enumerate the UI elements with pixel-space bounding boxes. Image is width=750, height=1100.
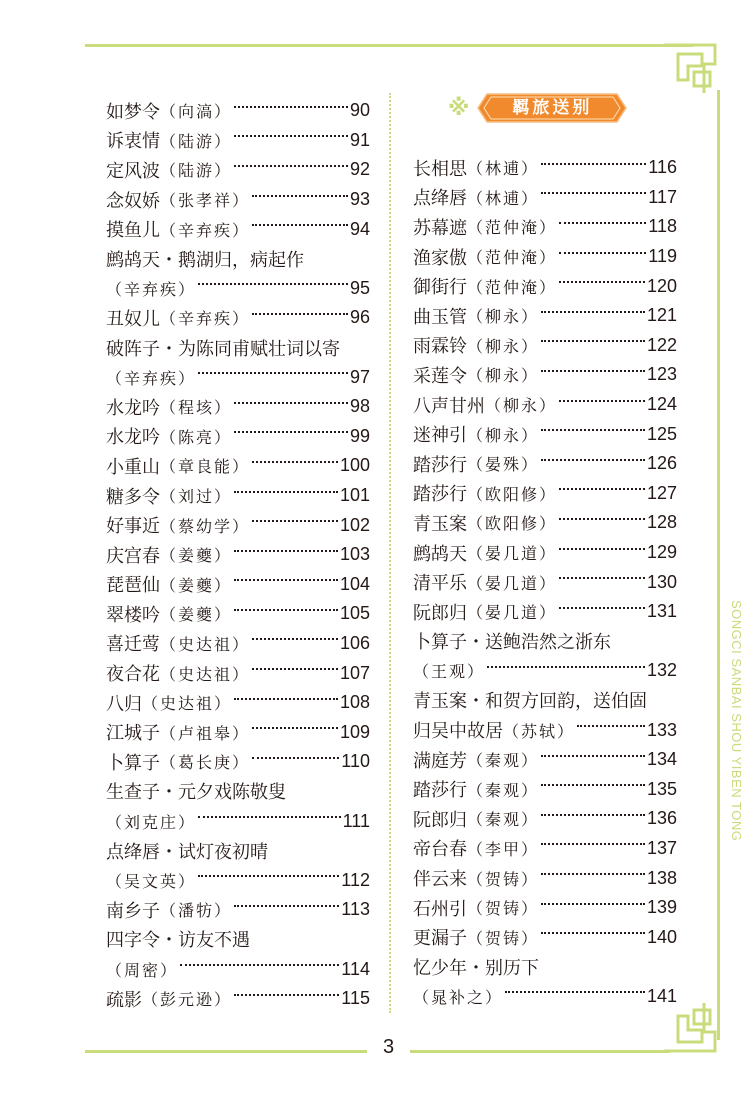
entry-author: （向滈） bbox=[160, 102, 233, 122]
entry-page-number: 117 bbox=[648, 186, 677, 207]
toc-entry bbox=[413, 212, 677, 242]
entry-title: 苏幕遮 bbox=[413, 217, 467, 239]
entry-title: 好事近 bbox=[106, 516, 160, 538]
dot-leader bbox=[234, 579, 338, 581]
entry-author: （苏轼） bbox=[503, 721, 576, 741]
entry-page-number: 110 bbox=[341, 751, 370, 772]
top-border-line bbox=[85, 44, 693, 47]
toc-entry bbox=[413, 627, 677, 657]
entry-author: （秦观） bbox=[467, 780, 540, 800]
entry-page-number: 98 bbox=[349, 396, 370, 417]
dot-leader bbox=[541, 843, 645, 845]
entry-page-number: 113 bbox=[341, 899, 370, 920]
toc-entry bbox=[106, 303, 370, 333]
entry-page-number: 134 bbox=[646, 749, 677, 770]
dot-leader bbox=[234, 165, 348, 167]
toc-entry bbox=[106, 96, 370, 126]
dot-leader bbox=[252, 461, 338, 463]
entry-author: （彭元逊） bbox=[142, 990, 233, 1010]
entry-page-number: 128 bbox=[646, 512, 677, 533]
toc-entry bbox=[106, 717, 370, 747]
entry-author: （卢祖皋） bbox=[160, 723, 251, 743]
toc-entry bbox=[106, 422, 370, 452]
entry-author: （柳永） bbox=[467, 336, 540, 356]
entry-page-number: 127 bbox=[646, 482, 677, 503]
entry-page-number: 119 bbox=[648, 246, 677, 267]
toc-entry bbox=[106, 658, 370, 688]
toc-entry bbox=[106, 451, 370, 481]
toc-entry bbox=[413, 656, 677, 686]
entry-title: 石州引 bbox=[413, 898, 467, 920]
entry-author: （陈亮） bbox=[160, 427, 233, 447]
entry-title: 点绛唇・试灯夜初晴 bbox=[106, 841, 268, 863]
dot-leader bbox=[252, 638, 338, 640]
entry-author: （范仲淹） bbox=[467, 218, 558, 238]
entry-title: 阮郎归 bbox=[413, 602, 467, 624]
entry-page-number: 131 bbox=[646, 601, 677, 622]
entry-title: 阮郎归 bbox=[413, 809, 467, 831]
dot-leader bbox=[559, 488, 645, 490]
entry-title: 更漏子 bbox=[413, 928, 467, 950]
toc-entry bbox=[413, 863, 677, 893]
entry-author: （蔡幼学） bbox=[160, 516, 251, 536]
toc-entry bbox=[413, 419, 677, 449]
toc-entry bbox=[413, 360, 677, 390]
entry-author: （陆游） bbox=[160, 131, 233, 151]
toc-entry bbox=[106, 806, 370, 836]
dot-leader bbox=[505, 991, 645, 993]
entry-title: 鹧鸪天・鹅湖归，病起作 bbox=[106, 249, 304, 271]
entry-author: （辛弃疾） bbox=[160, 309, 251, 329]
toc-entry bbox=[106, 836, 370, 866]
entry-page-number: 91 bbox=[349, 129, 370, 150]
entry-author: （辛弃疾） bbox=[106, 368, 197, 388]
toc-entry bbox=[413, 774, 677, 804]
toc-entry bbox=[413, 331, 677, 361]
entry-title: 小重山 bbox=[106, 456, 160, 478]
dot-leader bbox=[198, 816, 341, 818]
toc-entry bbox=[413, 715, 677, 745]
entry-author: （程垓） bbox=[160, 398, 233, 418]
entry-title: 糖多令 bbox=[106, 486, 160, 508]
dot-leader bbox=[541, 814, 645, 816]
toc-entry bbox=[413, 479, 677, 509]
dot-leader bbox=[487, 666, 645, 668]
entry-title: 忆少年・别历下 bbox=[413, 957, 539, 979]
toc-entry bbox=[106, 540, 370, 570]
entry-author: （姜夔） bbox=[160, 605, 233, 625]
entry-author: （林逋） bbox=[467, 159, 540, 179]
toc-entry bbox=[413, 745, 677, 775]
toc-entry bbox=[413, 952, 677, 982]
entry-author: （晏几道） bbox=[467, 573, 558, 593]
dot-leader bbox=[559, 577, 645, 579]
entry-title: 清平乐 bbox=[413, 573, 467, 595]
dot-leader bbox=[541, 755, 645, 757]
toc-entry bbox=[106, 747, 370, 777]
entry-author: （欧阳修） bbox=[467, 514, 558, 534]
entry-title: 如梦令 bbox=[106, 101, 160, 123]
entry-title: 卜算子 bbox=[106, 752, 160, 774]
entry-page-number: 102 bbox=[339, 514, 370, 535]
entry-page-number: 96 bbox=[349, 307, 370, 328]
entry-title: 青玉案 bbox=[413, 513, 467, 535]
entry-title: 点绛唇 bbox=[413, 188, 467, 210]
entry-title: 迷神引 bbox=[413, 425, 467, 447]
section-title: 羁旅送别 bbox=[512, 98, 593, 118]
entry-author: （晏几道） bbox=[467, 544, 558, 564]
entry-author: （辛弃疾） bbox=[160, 220, 251, 240]
toc-entry bbox=[106, 185, 370, 215]
dot-leader bbox=[541, 340, 645, 342]
entry-author: （姜夔） bbox=[160, 575, 233, 595]
toc-entry bbox=[413, 301, 677, 331]
dot-leader bbox=[234, 609, 338, 611]
entry-title: 生查子・元夕戏陈敬叟 bbox=[106, 782, 286, 804]
entry-page-number: 103 bbox=[339, 544, 370, 565]
dot-leader bbox=[198, 283, 348, 285]
toc-entry bbox=[413, 893, 677, 923]
toc-entry bbox=[106, 895, 370, 925]
entry-page-number: 137 bbox=[646, 837, 677, 858]
toc-column-left bbox=[106, 96, 370, 1013]
dot-leader bbox=[541, 903, 645, 905]
toc-entry bbox=[106, 570, 370, 600]
entry-author: （潘牥） bbox=[160, 901, 233, 921]
toc-entry bbox=[106, 777, 370, 807]
entry-title: 念奴娇 bbox=[106, 190, 160, 212]
entry-page-number: 112 bbox=[341, 869, 370, 890]
entry-author: （李甲） bbox=[467, 839, 540, 859]
entry-page-number: 95 bbox=[349, 277, 370, 298]
toc-entry bbox=[106, 629, 370, 659]
entry-page-number: 139 bbox=[646, 897, 677, 918]
entry-title: 定风波 bbox=[106, 160, 160, 182]
dot-leader bbox=[234, 402, 348, 404]
entry-title: 庆宫春 bbox=[106, 545, 160, 567]
entry-title: 渔家傲 bbox=[413, 247, 467, 269]
dot-leader bbox=[577, 725, 645, 727]
entry-title: 水龙吟 bbox=[106, 397, 160, 419]
entry-author: （晏几道） bbox=[467, 603, 558, 623]
toc-entry bbox=[106, 214, 370, 244]
entry-page-number: 118 bbox=[648, 216, 677, 237]
entry-page-number: 123 bbox=[646, 364, 677, 385]
entry-page-number: 94 bbox=[349, 218, 370, 239]
entry-title: 夜合花 bbox=[106, 664, 160, 686]
entry-title: 鹧鸪天 bbox=[413, 543, 467, 565]
entry-title: 青玉案・和贺方回韵，送伯固 bbox=[413, 691, 647, 713]
toc-entry bbox=[106, 126, 370, 156]
entry-author: （周密） bbox=[106, 960, 179, 980]
toc-entry bbox=[413, 567, 677, 597]
entry-title: 御街行 bbox=[413, 277, 467, 299]
dot-leader bbox=[252, 668, 338, 670]
dot-leader bbox=[541, 311, 645, 313]
dot-leader bbox=[234, 491, 338, 493]
entry-author: （范仲淹） bbox=[467, 277, 558, 297]
entry-author: （贺铸） bbox=[467, 899, 540, 919]
entry-title: 喜迁莺 bbox=[106, 634, 160, 656]
vertical-book-title: SONGCI SANBAI SHOU YIBEN TONG bbox=[729, 600, 744, 842]
entry-author: （秦观） bbox=[467, 751, 540, 771]
dot-leader bbox=[559, 518, 645, 520]
entry-author: （欧阳修） bbox=[467, 484, 558, 504]
entry-page-number: 136 bbox=[646, 808, 677, 829]
entry-page-number: 97 bbox=[349, 366, 370, 387]
entry-page-number: 135 bbox=[646, 778, 677, 799]
entry-title: 疏影 bbox=[106, 989, 142, 1011]
toc-entry bbox=[106, 865, 370, 895]
toc-entry bbox=[413, 922, 677, 952]
dot-leader bbox=[559, 400, 645, 402]
entry-page-number: 121 bbox=[646, 305, 677, 326]
corner-fret-ornament-top-right bbox=[664, 42, 718, 96]
entry-page-number: 111 bbox=[342, 810, 370, 831]
entry-title: 踏莎行 bbox=[413, 780, 467, 802]
entry-title: 采莲令 bbox=[413, 365, 467, 387]
toc-entry bbox=[413, 804, 677, 834]
dot-leader bbox=[234, 106, 348, 108]
toc-entry bbox=[413, 449, 677, 479]
entry-author: （史达祖） bbox=[142, 694, 233, 714]
entry-page-number: 132 bbox=[646, 660, 677, 681]
entry-author: （姜夔） bbox=[160, 546, 233, 566]
entry-author: （吴文英） bbox=[106, 871, 197, 891]
bottom-border-line-left bbox=[85, 1050, 367, 1053]
entry-page-number: 124 bbox=[646, 394, 677, 415]
dot-leader bbox=[559, 607, 645, 609]
entry-page-number: 101 bbox=[339, 485, 370, 506]
entry-page-number: 116 bbox=[648, 157, 677, 178]
toc-entry bbox=[106, 155, 370, 185]
entry-title: 琵琶仙 bbox=[106, 575, 160, 597]
entry-page-number: 104 bbox=[339, 573, 370, 594]
toc-entry bbox=[106, 274, 370, 304]
toc-entry bbox=[106, 333, 370, 363]
toc-entry bbox=[106, 954, 370, 984]
dot-leader bbox=[541, 932, 645, 934]
entry-author: （范仲淹） bbox=[467, 248, 558, 268]
dot-leader bbox=[180, 964, 339, 966]
dot-leader bbox=[541, 873, 645, 875]
entry-author: （王观） bbox=[413, 662, 486, 682]
dot-leader bbox=[541, 192, 646, 194]
bottom-border-line-right bbox=[410, 1050, 670, 1053]
entry-title: 南乡子 bbox=[106, 900, 160, 922]
dot-leader bbox=[252, 757, 339, 759]
entry-title: 八归 bbox=[106, 693, 142, 715]
entry-title: 踏莎行 bbox=[413, 484, 467, 506]
entry-page-number: 92 bbox=[349, 159, 370, 180]
entry-title: 四字令・访友不遇 bbox=[106, 930, 250, 952]
toc-entry bbox=[106, 510, 370, 540]
entry-author: （晏殊） bbox=[467, 455, 540, 475]
toc-entry bbox=[413, 271, 677, 301]
toc-entry bbox=[413, 538, 677, 568]
toc-entry bbox=[413, 390, 677, 420]
dot-leader bbox=[234, 550, 338, 552]
dot-leader bbox=[252, 520, 338, 522]
entry-page-number: 115 bbox=[341, 988, 370, 1009]
entry-author: （柳永） bbox=[467, 425, 540, 445]
toc-entry bbox=[106, 925, 370, 955]
entry-author: （柳永） bbox=[485, 396, 558, 416]
dot-leader bbox=[252, 727, 338, 729]
entry-title: 八声甘州 bbox=[413, 395, 485, 417]
entry-page-number: 114 bbox=[341, 958, 370, 979]
toc-entry bbox=[413, 686, 677, 716]
dot-leader bbox=[541, 370, 645, 372]
dot-leader bbox=[541, 163, 646, 165]
toc-entry bbox=[106, 392, 370, 422]
entry-author: （柳永） bbox=[467, 307, 540, 327]
entry-author: （柳永） bbox=[467, 366, 540, 386]
dot-leader bbox=[198, 372, 348, 374]
entry-page-number: 138 bbox=[646, 867, 677, 888]
entry-title: 满庭芳 bbox=[413, 750, 467, 772]
entry-author: （史达祖） bbox=[160, 664, 251, 684]
entry-page-number: 122 bbox=[646, 334, 677, 355]
entry-title: 水龙吟 bbox=[106, 427, 160, 449]
right-border-line bbox=[717, 90, 720, 1040]
entry-author: （葛长庚） bbox=[160, 753, 251, 773]
entry-page-number: 141 bbox=[646, 985, 677, 1006]
toc-entry bbox=[106, 688, 370, 718]
entry-page-number: 125 bbox=[646, 423, 677, 444]
entry-title: 伴云来 bbox=[413, 869, 467, 891]
entry-title: 曲玉管 bbox=[413, 306, 467, 328]
toc-entry bbox=[413, 982, 677, 1012]
entry-author: （贺铸） bbox=[467, 869, 540, 889]
toc-entry bbox=[106, 244, 370, 274]
dot-leader bbox=[559, 222, 646, 224]
entry-page-number: 107 bbox=[339, 662, 370, 683]
entry-author: （辛弃疾） bbox=[106, 279, 197, 299]
toc-entry bbox=[413, 242, 677, 272]
toc-entry bbox=[413, 834, 677, 864]
entry-title: 踏莎行 bbox=[413, 454, 467, 476]
dot-leader bbox=[559, 548, 645, 550]
entry-page-number: 133 bbox=[646, 719, 677, 740]
entry-page-number: 108 bbox=[339, 692, 370, 713]
entry-page-number: 129 bbox=[646, 542, 677, 563]
toc-entry bbox=[413, 183, 677, 213]
entry-author: （刘克庄） bbox=[106, 812, 197, 832]
toc-entry bbox=[413, 597, 677, 627]
entry-page-number: 126 bbox=[646, 453, 677, 474]
entry-page-number: 100 bbox=[339, 455, 370, 476]
entry-author: （刘过） bbox=[160, 487, 233, 507]
dot-leader bbox=[198, 875, 339, 877]
entry-page-number: 105 bbox=[339, 603, 370, 624]
entry-page-number: 140 bbox=[646, 926, 677, 947]
entry-title: 卜算子・送鲍浩然之浙东 bbox=[413, 632, 611, 654]
entry-author: （秦观） bbox=[467, 810, 540, 830]
entry-title: 长相思 bbox=[413, 158, 467, 180]
dot-leader bbox=[559, 281, 645, 283]
entry-page-number: 99 bbox=[349, 425, 370, 446]
entry-author: （史达祖） bbox=[160, 634, 251, 654]
dot-leader bbox=[541, 784, 645, 786]
dot-leader bbox=[252, 224, 348, 226]
entry-title: 丑奴儿 bbox=[106, 308, 160, 330]
page-number: 3 bbox=[382, 1036, 395, 1058]
entry-author: （林逋） bbox=[467, 188, 540, 208]
dot-leader bbox=[252, 313, 348, 315]
entry-title: 归吴中故居 bbox=[413, 721, 503, 743]
entry-page-number: 106 bbox=[339, 632, 370, 653]
toc-entry bbox=[106, 599, 370, 629]
entry-page-number: 109 bbox=[339, 721, 370, 742]
dot-leader bbox=[234, 431, 348, 433]
toc-entry bbox=[413, 153, 677, 183]
entry-title: 破阵子・为陈同甫赋壮词以寄 bbox=[106, 338, 340, 360]
dot-leader bbox=[234, 994, 339, 996]
reference-mark-icon: ※ bbox=[448, 95, 470, 121]
entry-page-number: 130 bbox=[646, 571, 677, 592]
toc-entry bbox=[413, 508, 677, 538]
entry-author: （贺铸） bbox=[467, 928, 540, 948]
column-divider bbox=[389, 93, 391, 1013]
section-heading bbox=[448, 92, 627, 124]
entry-author: （晁补之） bbox=[413, 987, 504, 1007]
section-badge bbox=[477, 93, 627, 123]
entry-title: 翠楼吟 bbox=[106, 604, 160, 626]
toc-entry bbox=[106, 481, 370, 511]
dot-leader bbox=[541, 429, 645, 431]
entry-author: （张孝祥） bbox=[160, 191, 251, 211]
dot-leader bbox=[234, 698, 338, 700]
entry-page-number: 93 bbox=[349, 189, 370, 210]
entry-title: 雨霖铃 bbox=[413, 336, 467, 358]
entry-title: 帝台春 bbox=[413, 839, 467, 861]
dot-leader bbox=[234, 905, 339, 907]
toc-entry bbox=[106, 984, 370, 1014]
dot-leader bbox=[252, 195, 348, 197]
entry-title: 江城子 bbox=[106, 723, 160, 745]
entry-page-number: 90 bbox=[349, 100, 370, 121]
entry-author: （陆游） bbox=[160, 161, 233, 181]
toc-column-right bbox=[413, 153, 677, 1011]
entry-author: （章良能） bbox=[160, 457, 251, 477]
entry-page-number: 120 bbox=[646, 275, 677, 296]
dot-leader bbox=[541, 459, 645, 461]
dot-leader bbox=[559, 252, 646, 254]
toc-entry bbox=[106, 362, 370, 392]
dot-leader bbox=[234, 135, 348, 137]
entry-title: 诉衷情 bbox=[106, 131, 160, 153]
entry-title: 摸鱼儿 bbox=[106, 220, 160, 242]
